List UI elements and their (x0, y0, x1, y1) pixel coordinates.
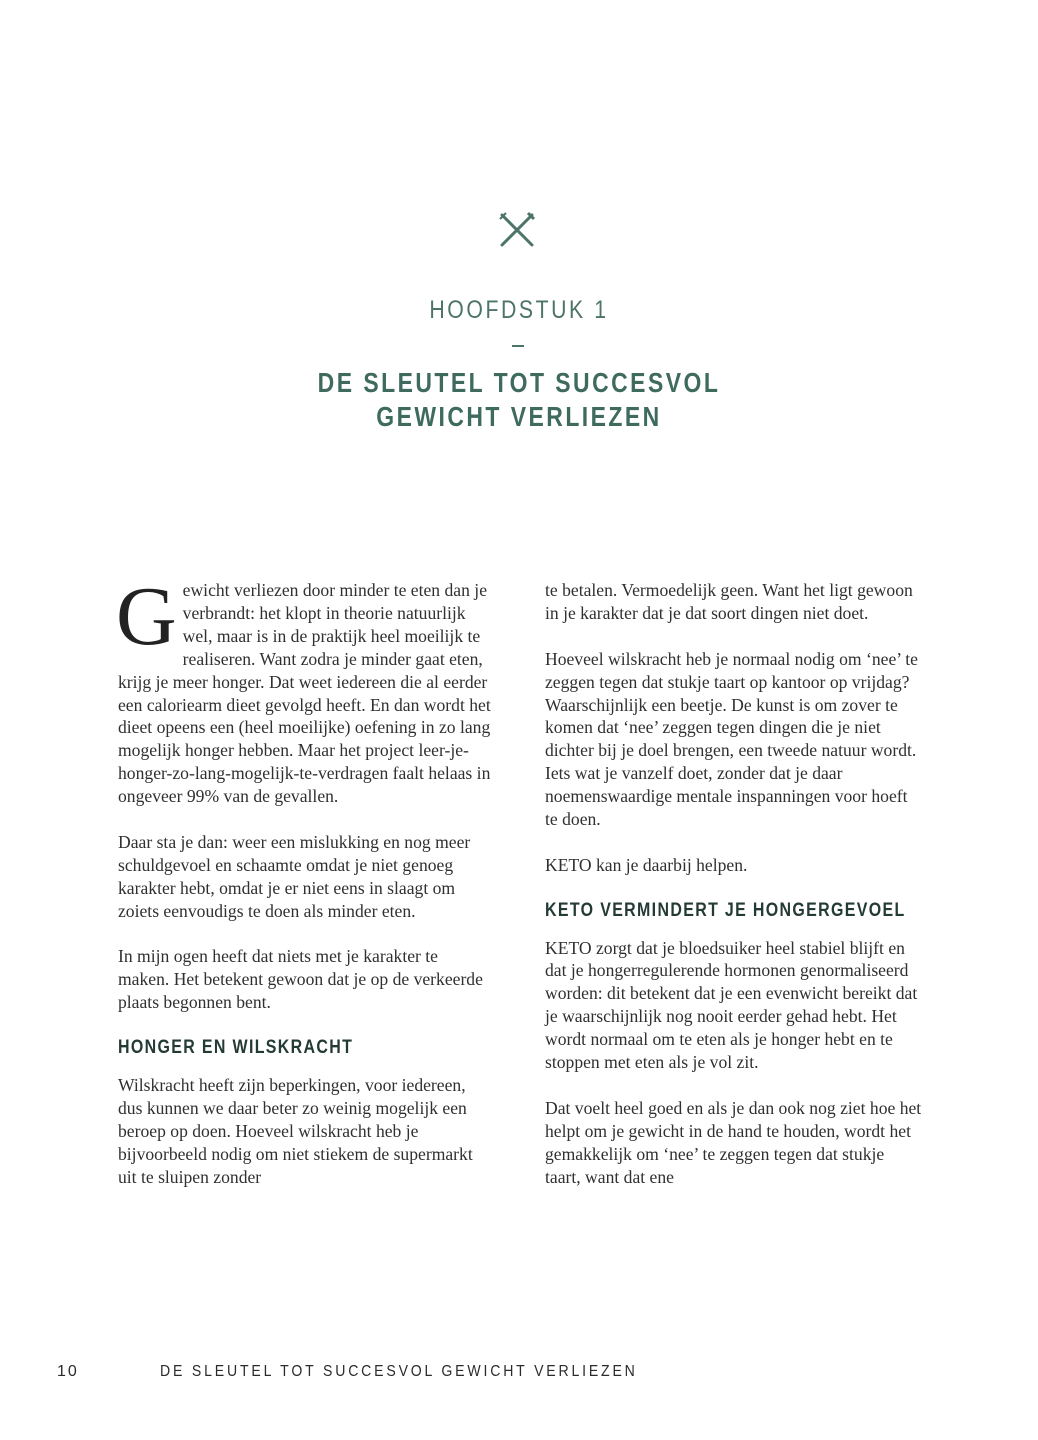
paragraph: te betalen. Vermoedelijk geen. Want het ligt gewoon in je karakter dat je dat soort dingen niet doet. (545, 580, 913, 623)
paragraph: Dat voelt heel goed en als je dan ook nog ziet hoe het helpt om je gewicht in de hand te houden, wordt het gemakkelijk om ‘nee’ te zeggen tegen dat stukje taart, want dat ene (545, 1097, 922, 1187)
cutlery-icon (498, 211, 536, 249)
chapter-divider (512, 345, 524, 347)
right-column (545, 579, 923, 1211)
paragraph: Wilskracht heeft zijn beperkingen, voor iedereen, dus kunnen we daar beter zo weinig mogelijk een beroep op doen. Hoeveel wilskracht heb je bijvoorbeeld nodig om niet stiekem de supermarkt uit te sluipen zonder (118, 1074, 473, 1187)
paragraph: Hoeveel wilskracht heb je normaal nodig om ‘nee’ te zeggen tegen dat stukje taart op kantoor op vrijdag? Waarschijnlijk een beetje. De kunst is om zover te komen dat ‘nee’ zeggen tegen dingen die je niet dichter bij je doel brengen, een tweede natuur wordt. Iets wat je vanzelf doet, zonder dat je daar noemenswaardige mentale inspanningen voor hoeft te doen. (545, 648, 918, 830)
page-number: 10 (57, 1363, 79, 1380)
paragraph: Daar sta je dan: weer een mislukking en nog meer schuldgevoel en schaamte omdat je niet genoeg karakter hebt, omdat je er niet eens in slaagt om zoiets eenvoudigs te doen als minder eten. (118, 831, 471, 921)
paragraph: KETO zorgt dat je bloedsuiker heel stabiel blijft en dat je hongerregulerende hormonen genormaliseerd worden: dit betekent dat je een evenwicht bereikt dat je waarschijnlijk nog nooit eerder gehad hebt. Het wordt normaal om te eten als je honger hebt en te stoppen met eten als je vol zit. (545, 937, 918, 1073)
chapter-label: HOOFDSTUK 1 (429, 296, 609, 324)
chapter-title-line-2: GEWICHT VERLIEZEN (376, 401, 662, 432)
chapter-title (93, 366, 944, 434)
left-column (116, 570, 493, 1211)
running-title: DE SLEUTEL TOT SUCCESVOL GEWICHT VERLIEZEN (160, 1363, 638, 1380)
intro-paragraph (116, 570, 493, 808)
paragraph: KETO kan je daarbij helpen. (545, 854, 748, 875)
intro-text: ewicht verliezen door minder te eten dan je verbrandt: het klopt in theorie natuurlijk wel, maar is in de praktijk heel moeilijk te realiseren. Want zodra je minder gaat eten, krijg je meer honger. Dat weet iedereen die al eerder een caloriearm dieet gevolgd heeft. En dan wordt het dieet opeens een (heel moeilijke) oefening in zo lang mogelijk honger hebben. Maar het project leer-je-honger-zo-lang-mogelijk-te-verdragen faalt helaas in ongeveer 99% van de gevallen. (118, 580, 491, 807)
drop-cap: G (116, 570, 177, 663)
paragraph: In mijn ogen heeft dat niets met je karakter te maken. Het betekent gewoon dat je op de verkeerde plaats begonnen bent. (118, 946, 483, 1013)
chapter-title-line-1: DE SLEUTEL TOT SUCCESVOL (317, 367, 721, 398)
section-heading-honger: HONGER EN WILSKRACHT (118, 1037, 354, 1059)
section-heading-keto: KETO VERMINDERT JE HONGERGEVOEL (545, 899, 906, 921)
